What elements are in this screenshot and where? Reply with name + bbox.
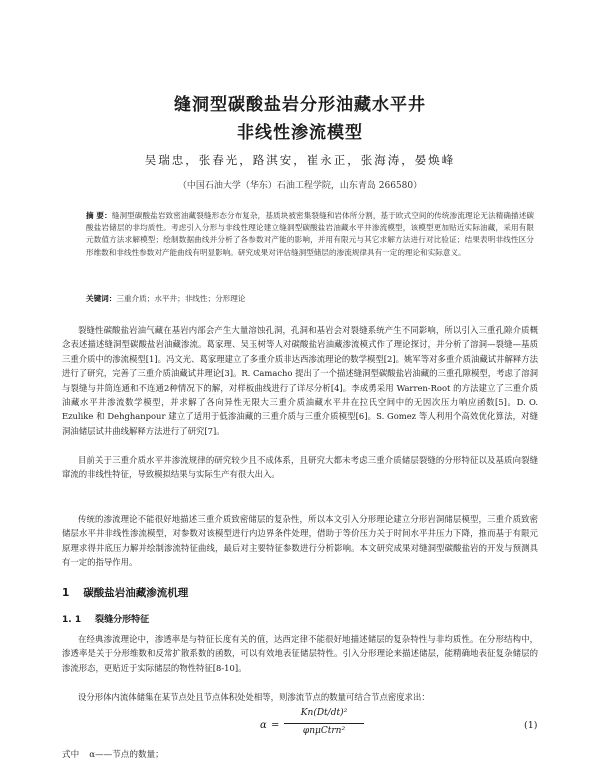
body-paragraph-5: 设分形体内流体储集在某节点处且节点体积处处相等，则渗流节点的数量可结合节点密度求出： <box>78 692 430 702</box>
equation-number: (1) <box>524 720 538 731</box>
equation-denominator: φnμCtrn² <box>302 726 346 736</box>
variable-definition <box>62 748 164 760</box>
equation-equals: = <box>271 720 280 731</box>
fraction-bar <box>284 723 364 724</box>
author-list: 吴瑞忠，张春光，路淇安，崔永正，张海涛，晏焕峰 <box>144 153 456 167</box>
paper-title-line2: 非线性渗流模型 <box>237 123 363 143</box>
section-heading <box>62 585 188 600</box>
keywords-label: 关键词： <box>86 294 117 303</box>
abstract-label: 摘 要： <box>86 211 112 220</box>
subsection-heading <box>62 612 149 625</box>
affiliation: （中国石油大学（华东）石油工程学院，山东青岛 266580） <box>177 181 423 191</box>
body-paragraph-2: 目前关于三重介质水平井渗流规律的研究较少且不成体系，且研究大都未考虑三重介质储层裂缝的分形特征以及基质向裂缝窜流的非线性特征，导致模拟结果与实际生产有很大出入。 <box>62 455 538 480</box>
body-paragraph-1: 裂缝性碳酸盐岩油气藏在基岩内部会产生大量溶蚀孔洞，孔洞和基岩会对裂缝系统产生不同影响，所以引入三重孔隙介质概念表述描述缝洞型碳酸盐岩油藏渗流。葛家理、吴玉树等人对碳酸盐岩油藏渗流模式作了理论探讨，并分析了溶洞—裂缝—基质三重介质中的渗流模型[1]。冯文光、葛家理建立了多重介质非达西渗流理论的数学模型[2]。姚军等对多重介质油藏试井解释方法进行了研究，完善了三重介质油藏试井理论[3]。R. Camacho 提出了一个描述缝洞型碳酸盐岩油藏的三重孔隙模型，考虑了溶洞与裂缝与井筒连通和不连通2种情况下的解，对样板曲线进行了详尽分析[4]。李成勇采用 Warren-Root 的方法建立了三重介质油藏水平井渗流数学模型，并求解了各向异性无限大三重介质油藏水平井在拉氏空间中的无因次压力响应函数[5]。D. O. Ezulike 和 Dehghanpour 建立了适用于低渗油藏的三重介质与三重介质模型[6]。S. Gomez 等人利用个高效优化算法，对缝洞油储层试井曲线解释方法进行了研究[7]。 <box>62 325 538 436</box>
section-title: 碳酸盐岩油藏渗流机理 <box>83 587 189 599</box>
section-number: 1 <box>62 587 70 599</box>
equation-lhs: α <box>260 720 267 731</box>
paper-title-line1: 缝洞型碳酸盐岩分形油藏水平井 <box>174 95 426 115</box>
where-label: 式中 <box>62 750 80 760</box>
where-text: α——节点的数量； <box>89 750 164 760</box>
equation-numerator: Kn(Dt/dt)² <box>300 708 348 718</box>
body-paragraph-4: 在经典渗流理论中，渗透率是与特征长度有关的值，达西定律不能很好地描述储层的复杂特性与非均质性。在分形结构中，渗透率是关于分形维数和反常扩散系数的函数，可以有效地表征储层特性。引入分形理论来描述储层，能精确地表征复杂储层的渗流形态，更贴近于实际储层的物性特征[8-10]。 <box>62 634 538 673</box>
keywords <box>86 293 534 305</box>
equation-1 <box>0 707 600 747</box>
keywords-text: 三重介质；水平井；非线性；分形理论 <box>116 294 246 303</box>
body-paragraph-3: 传统的渗流理论不能很好地描述三重介质致密储层的复杂性，所以本文引入分形理论建立分形岩洞储层模型，三重介质致密储层水平井非线性渗流模型，对参数对该模型进行内边界条件处理，借助于等价压力关于时间水平井压力下降，推而基于有限元原理求得井底压力解并绘制渗流特征曲线，最后对主要特征参数进行分析影响。本文研究成果对缝洞型碳酸盐岩的开发与预测具有一定的指导作用。 <box>62 514 538 568</box>
subsection-title: 裂缝分形特征 <box>95 615 150 625</box>
abstract-text: 缝洞型碳酸盐岩致密油藏裂缝形态分布复杂，基质块被密集裂缝和岩体所分割，基于欧式空间的传统渗流理论无法精确描述碳酸盐岩储层的非均质性。考虑引入分形与非线性理论建立缝洞型碳酸盐岩油藏水平井渗流模型，该模型更加贴近实际油藏，采用有限元数值方法求解模型；绘制数据曲线并分析了各参数对产能的影响，并用有限元与其它求解方法进行对比验证；结果表明非线性区分形维数和非线性参数对产能曲线有明显影响。研究成果对评估缝洞型储层的渗流规律具有一定的理论和实际意义。 <box>86 211 534 257</box>
subsection-number: 1. 1 <box>62 615 82 625</box>
abstract <box>86 210 534 259</box>
